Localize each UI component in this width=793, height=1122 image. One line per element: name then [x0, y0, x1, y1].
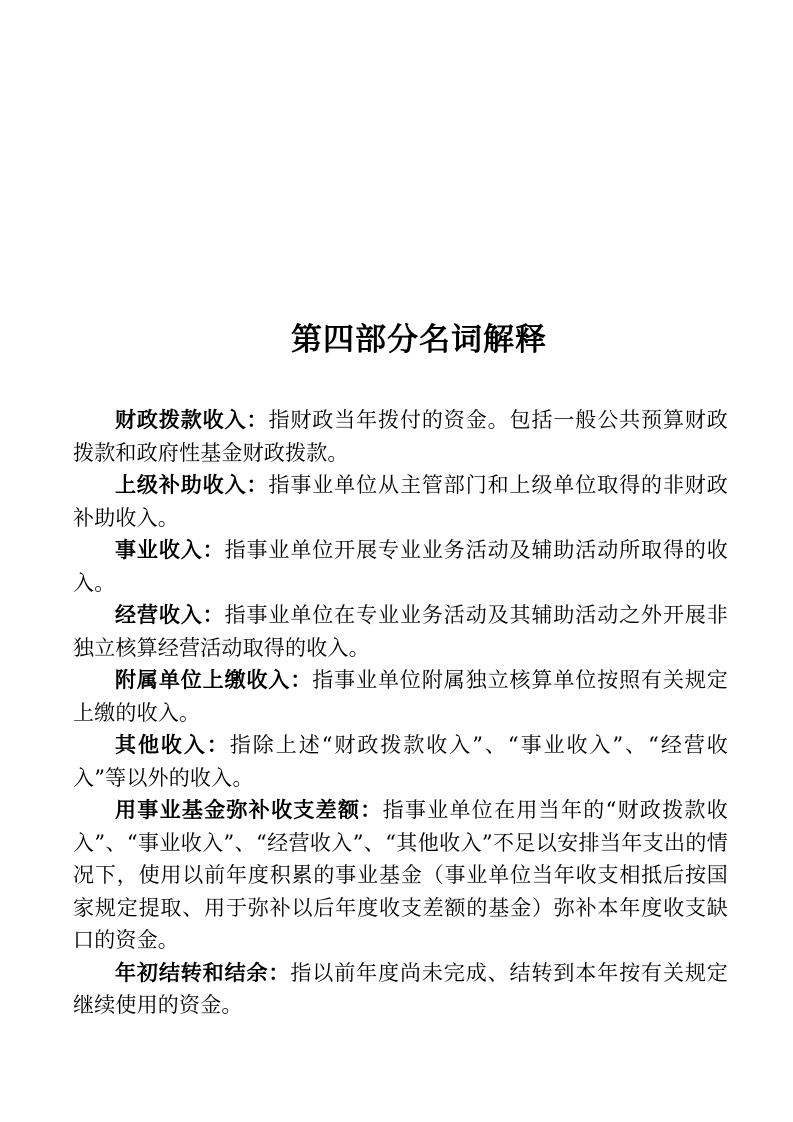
glossary-entry	[73, 664, 728, 729]
glossary-term: 经营收入：	[115, 602, 225, 627]
glossary-entry	[73, 469, 728, 534]
glossary-entry	[73, 534, 728, 599]
glossary-term: 事业收入：	[115, 537, 225, 562]
glossary-entry	[73, 404, 728, 469]
glossary-term: 财政拨款收入：	[115, 407, 269, 432]
glossary-definition: 指以前年度尚未完成、结转到本年按有关规定继续使用的资金。	[73, 960, 729, 1017]
glossary-entry	[73, 794, 728, 957]
glossary-term: 其他收入：	[115, 732, 230, 757]
glossary-definition: 指财政当年拨付的资金。包括一般公共预算财政拨款和政府性基金财政拨款。	[73, 408, 728, 465]
glossary-entry	[73, 599, 728, 664]
glossary-term: 用事业基金弥补收支差额：	[115, 797, 383, 822]
glossary-definition: 指除上述“财政拨款收入”、“事业收入”、“经营收入”等以外的收入。	[73, 733, 728, 790]
glossary-term: 年初结转和结余：	[115, 959, 291, 985]
glossary-definition: 指事业单位开展专业业务活动及辅助活动所取得的收入。	[73, 538, 728, 595]
glossary-term: 上级补助收入：	[115, 472, 269, 497]
page-title: 第四部分名词解释	[291, 322, 547, 358]
glossary-definition: 指事业单位从主管部门和上级单位取得的非财政补助收入。	[73, 473, 728, 530]
glossary-term: 附属单位上缴收入：	[115, 667, 313, 692]
glossary-definition: 指事业单位在用当年的“财政拨款收入”、“事业收入”、“经营收入”、“其他收入”不足以安排当年支出的情况下，使用以前年度积累的事业基金（事业单位当年收支相抵后按国家规定提取、用于弥补以后年度收支差额的基金）弥补本年度收支缺口的资金。	[73, 798, 729, 952]
glossary-definition: 指事业单位附属独立核算单位按照有关规定上缴的收入。	[73, 668, 728, 725]
glossary-entry	[73, 729, 728, 794]
glossary-definition: 指事业单位在专业业务活动及其辅助活动之外开展非独立核算经营活动取得的收入。	[73, 603, 728, 660]
glossary-list	[73, 404, 728, 1022]
glossary-entry	[73, 957, 728, 1022]
